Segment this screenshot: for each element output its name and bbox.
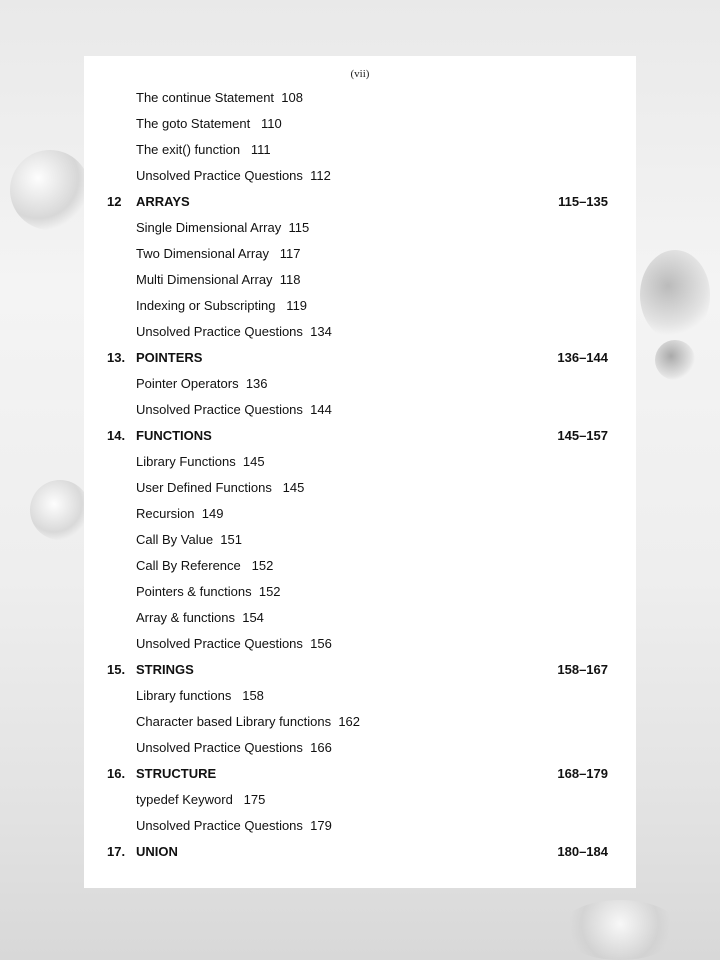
toc-entry-text: Single Dimensional Array 115 (136, 220, 310, 235)
chapter-title: STRUCTURE (136, 766, 217, 781)
chapter-number: 15. (107, 662, 126, 677)
chapter-page-range: 180–184 (557, 844, 608, 859)
toc-entry-row (84, 267, 636, 293)
toc-entry-row (84, 111, 636, 137)
toc-entry-row (84, 787, 636, 813)
toc-entry-row (84, 449, 636, 475)
background-bubble (640, 250, 710, 340)
chapter-title: ARRAYS (136, 194, 190, 209)
chapter-number: 13. (107, 350, 126, 365)
chapter-title: STRINGS (136, 662, 194, 677)
chapter-page-range: 115–135 (558, 194, 608, 209)
toc-entry-row (84, 735, 636, 761)
toc-chapter-row (84, 345, 636, 371)
chapter-page-range: 158–167 (557, 662, 608, 677)
chapter-page-range: 136–144 (557, 350, 608, 365)
toc-entry-text: Character based Library functions 162 (136, 714, 361, 729)
chapter-number: 12 (107, 194, 122, 209)
toc-entry-row (84, 215, 636, 241)
toc-entry-text: Recursion 149 (136, 506, 224, 521)
toc-entry-row (84, 709, 636, 735)
toc-entry-row (84, 85, 636, 111)
toc-entry-text: Array & functions 154 (136, 610, 264, 625)
toc-entry-text: Two Dimensional Array 117 (136, 246, 301, 261)
chapter-title: UNION (136, 844, 178, 859)
toc-entry-row (84, 319, 636, 345)
toc-entry-row (84, 241, 636, 267)
toc-entry-text: Call By Value 151 (136, 532, 242, 547)
toc-entry-text: The continue Statement 108 (136, 90, 303, 105)
chapter-number: 17. (107, 844, 126, 859)
chapter-page-range: 145–157 (557, 428, 608, 443)
toc-entry-row (84, 137, 636, 163)
toc-entry-text: Indexing or Subscripting 119 (136, 298, 308, 313)
background-bubble (655, 340, 695, 380)
toc-entry-text: Unsolved Practice Questions 179 (136, 818, 332, 833)
toc-entry-text: Unsolved Practice Questions 134 (136, 324, 332, 339)
toc-entry-text: Pointers & functions 152 (136, 584, 281, 599)
background-bubble (560, 900, 680, 960)
toc-entry-row (84, 553, 636, 579)
chapter-number: 14. (107, 428, 126, 443)
toc-entry-text: Unsolved Practice Questions 166 (136, 740, 332, 755)
toc-entry-row (84, 579, 636, 605)
chapter-title: FUNCTIONS (136, 428, 212, 443)
toc-entry-text: The exit() function 111 (136, 142, 271, 157)
toc-entry-text: Call By Reference 152 (136, 558, 274, 573)
toc-entry-text: Library functions 158 (136, 688, 264, 703)
page-number: (vii) (350, 68, 370, 80)
toc-entry-text: Library Functions 145 (136, 454, 265, 469)
toc-chapter-row (84, 189, 636, 215)
toc-entry-text: User Defined Functions 145 (136, 480, 305, 495)
chapter-page-range: 168–179 (557, 766, 608, 781)
toc-entry-text: typedef Keyword 175 (136, 792, 266, 807)
toc-entry-text: Pointer Operators 136 (136, 376, 268, 391)
toc-entry-text: Unsolved Practice Questions 144 (136, 402, 332, 417)
toc-entry-row (84, 501, 636, 527)
toc-entry-row (84, 631, 636, 657)
toc-entry-text: The goto Statement 110 (136, 116, 282, 131)
toc-entry-text: Multi Dimensional Array 118 (136, 272, 301, 287)
toc-entry-row (84, 475, 636, 501)
toc-entry-row (84, 371, 636, 397)
chapter-title: POINTERS (136, 350, 203, 365)
background-bubble (30, 480, 90, 540)
toc-entry-text: Unsolved Practice Questions 156 (136, 636, 332, 651)
toc-chapter-row (84, 657, 636, 683)
toc-chapter-row (84, 761, 636, 787)
background-bubble (10, 150, 90, 230)
document-page (84, 56, 636, 888)
toc-entry-row (84, 397, 636, 423)
toc-entry-row (84, 813, 636, 839)
toc-entry-row (84, 683, 636, 709)
chapter-number: 16. (107, 766, 126, 781)
table-of-contents (84, 85, 636, 865)
toc-entry-row (84, 163, 636, 189)
toc-chapter-row (84, 839, 636, 865)
toc-chapter-row (84, 423, 636, 449)
toc-entry-row (84, 605, 636, 631)
toc-entry-row (84, 293, 636, 319)
toc-entry-text: Unsolved Practice Questions 112 (136, 168, 331, 183)
toc-entry-row (84, 527, 636, 553)
